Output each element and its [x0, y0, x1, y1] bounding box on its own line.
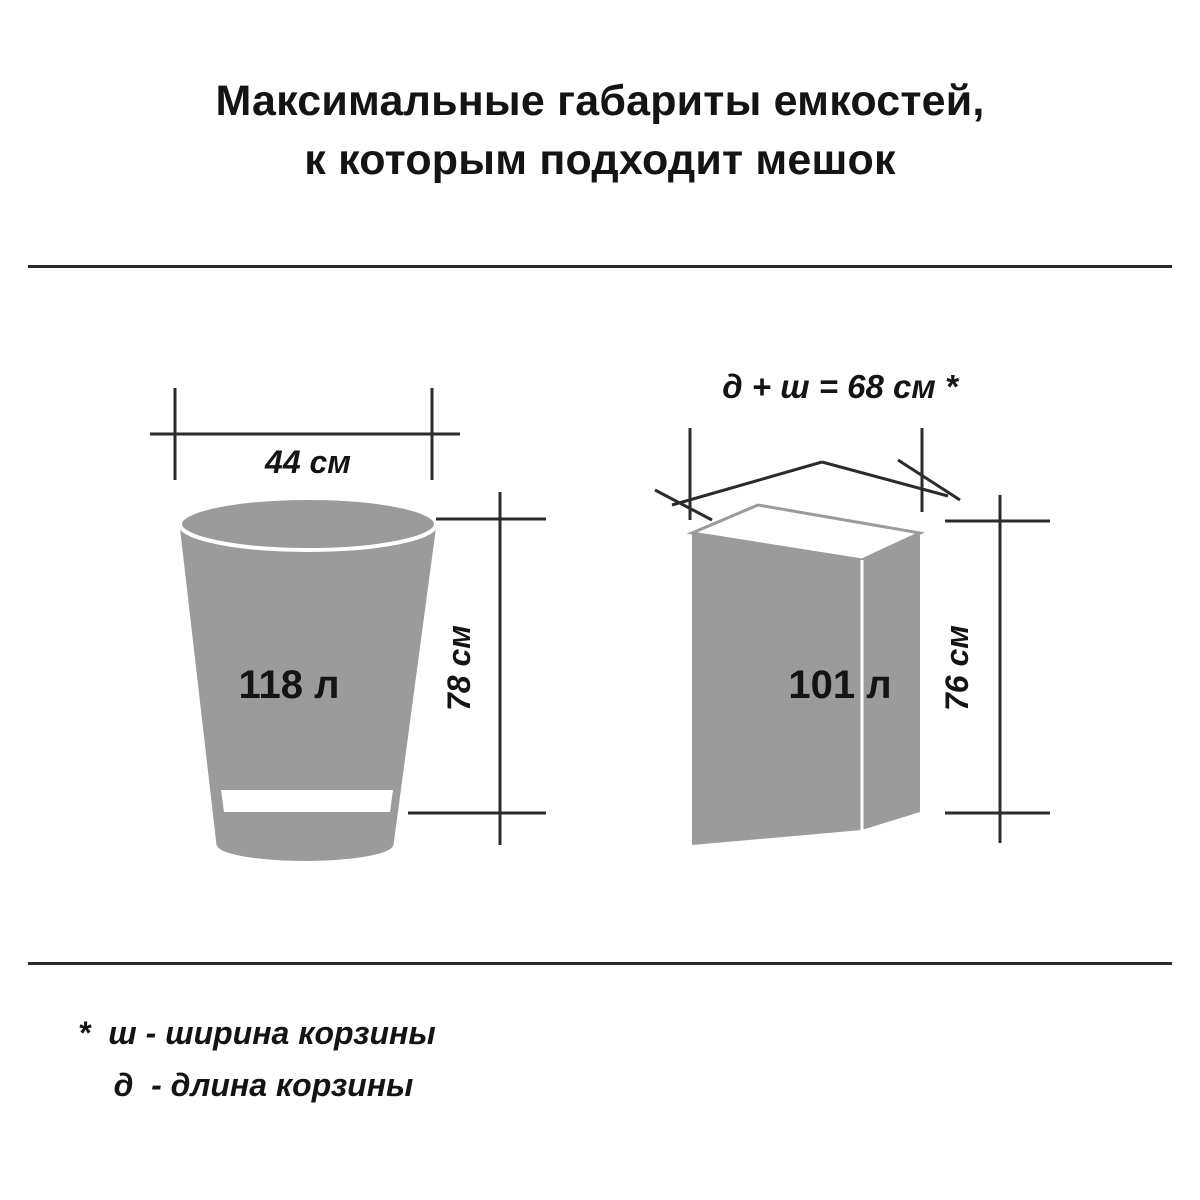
left-height-label: 78 см	[441, 625, 477, 711]
footnote-line-2: д - длина корзины	[78, 1066, 414, 1103]
round-bin-base	[217, 845, 393, 861]
right-top-label: д + ш = 68 см *	[722, 368, 958, 405]
right-height-label: 76 см	[939, 625, 975, 711]
round-bin-rim	[180, 498, 436, 550]
footnote-line-1: * ш - ширина корзины	[78, 1015, 436, 1051]
right-volume-label: 101 л	[788, 663, 892, 707]
left-figure-group	[150, 388, 546, 861]
page-title-line-1: Максимальные габариты емкостей,	[215, 77, 985, 125]
page-title-line-2: к которым подходит мешок	[304, 136, 896, 185]
right-top-dimension-line-left	[672, 462, 822, 505]
right-top-tick-right-a	[898, 460, 960, 500]
right-figure-group	[655, 368, 1050, 845]
left-width-label: 44 см	[265, 444, 351, 480]
left-volume-label: 118 л	[238, 663, 340, 707]
footnote	[78, 1008, 778, 1112]
round-bin-band	[221, 790, 393, 812]
